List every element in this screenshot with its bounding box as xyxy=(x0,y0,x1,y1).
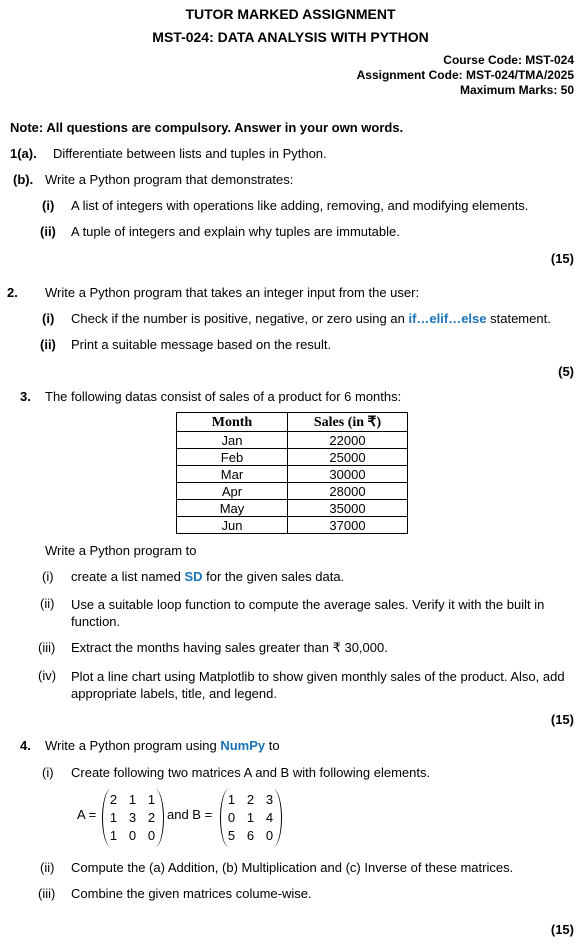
matrix-cell: 1 xyxy=(227,792,236,807)
matrix-cell: 2 xyxy=(109,792,118,807)
q2-ii-label: (ii) xyxy=(40,337,56,352)
matrix-cell: 0 xyxy=(227,810,236,825)
q3-i-keyword: SD xyxy=(184,569,203,584)
q1b-i-text: A list of integers with operations like adding, removing, and modifying elements. xyxy=(71,198,529,213)
table-header-sales: Sales (in ₹) xyxy=(288,413,408,432)
q4-marks: (15) xyxy=(550,922,574,937)
q2-i-text xyxy=(71,311,551,326)
matrix-b-label: and B = xyxy=(167,807,213,822)
q2-i-keyword: if…elif…else xyxy=(408,311,487,326)
q1-marks: (15) xyxy=(550,251,574,266)
table-row xyxy=(177,483,408,500)
matrix-cell: 1 xyxy=(109,810,118,825)
assignment-title: TUTOR MARKED ASSIGNMENT xyxy=(185,6,396,22)
q2-i-text-before: Check if the number is positive, negative, or zero using an xyxy=(71,311,409,326)
q3-intro: Write a Python program to xyxy=(45,543,197,558)
q2-i-text-after: statement. xyxy=(486,311,551,326)
table-cell-month: Jan xyxy=(177,432,288,449)
table-cell-sales: 28000 xyxy=(288,483,408,500)
matrix-cell: 1 xyxy=(109,828,118,843)
sales-table xyxy=(176,412,408,534)
course-title: MST-024: DATA ANALYSIS WITH PYTHON xyxy=(152,29,429,45)
matrix-cell: 3 xyxy=(128,810,137,825)
matrix-cell: 5 xyxy=(227,828,236,843)
q3-ii-label: (ii) xyxy=(40,596,55,611)
q3-text: The following datas consist of sales of a product for 6 months: xyxy=(45,389,402,404)
table-row xyxy=(177,432,408,449)
q4-i-text: Create following two matrices A and B with following elements. xyxy=(71,765,431,780)
matrix-cell: 0 xyxy=(128,828,137,843)
table-cell-sales: 25000 xyxy=(288,449,408,466)
q3-i-text-after: for the given sales data. xyxy=(202,569,345,584)
q4-ii-text: Compute the (a) Addition, (b) Multiplication and (c) Inverse of these matrices. xyxy=(71,860,514,875)
table-cell-month: May xyxy=(177,500,288,517)
table-row xyxy=(177,449,408,466)
q4-label: 4. xyxy=(20,738,31,753)
q3-i-text xyxy=(71,569,344,584)
q1b-label: (b). xyxy=(13,172,34,187)
note: Note: All questions are compulsory. Answer in your own words. xyxy=(10,120,404,135)
table-row xyxy=(177,500,408,517)
q3-iv-label: (iv) xyxy=(38,668,57,683)
table-cell-sales: 22000 xyxy=(288,432,408,449)
q3-marks: (15) xyxy=(550,712,574,727)
q4-keyword: NumPy xyxy=(220,738,266,753)
table-header-row xyxy=(177,413,408,432)
matrix-cell: 1 xyxy=(246,810,255,825)
q3-ii-text: Use a suitable loop function to compute the average sales. Verify it with the built in function. xyxy=(71,597,545,629)
course-code: Course Code: MST-024 xyxy=(443,53,574,67)
q3-label: 3. xyxy=(20,389,31,404)
table-cell-month: Jun xyxy=(177,517,288,534)
assignment-code: Assignment Code: MST-024/TMA/2025 xyxy=(356,68,574,82)
table-cell-sales: 37000 xyxy=(288,517,408,534)
q4-text-before: Write a Python program using xyxy=(45,738,221,753)
q3-iv-text: Plot a line chart using Matplotlib to show given monthly sales of the product. Also, add appropriate labels, title, and legend. xyxy=(71,669,565,701)
q1b-ii-text: A tuple of integers and explain why tuples are immutable. xyxy=(71,224,400,239)
table-cell-month: Feb xyxy=(177,449,288,466)
q4-text-after: to xyxy=(265,738,280,753)
q3-iii-label: (iii) xyxy=(38,640,56,655)
q4-text xyxy=(45,738,280,753)
q3-i-text-before: create a list named xyxy=(71,569,185,584)
table-header-month: Month xyxy=(177,413,288,432)
matrix-cell: 3 xyxy=(265,792,274,807)
matrix-cell: 2 xyxy=(147,810,156,825)
q1b-text: Write a Python program that demonstrates: xyxy=(45,172,294,187)
q2-i-label: (i) xyxy=(42,311,55,326)
q2-text: Write a Python program that takes an integer input from the user: xyxy=(45,285,420,300)
q4-ii-label: (ii) xyxy=(40,860,55,875)
q1a-text: Differentiate between lists and tuples in Python. xyxy=(53,146,327,161)
q2-marks: (5) xyxy=(558,364,574,379)
q2-label: 2. xyxy=(7,285,18,300)
q3-i-label: (i) xyxy=(42,569,54,584)
q3-iii-text: Extract the months having sales greater than ₹ 30,000. xyxy=(71,640,388,655)
table-cell-sales: 35000 xyxy=(288,500,408,517)
matrix-cell: 0 xyxy=(265,828,274,843)
q4-iii-label: (iii) xyxy=(38,886,56,901)
matrix-cell: 1 xyxy=(128,792,137,807)
q1b-i-label: (i) xyxy=(42,198,55,213)
table-cell-month: Apr xyxy=(177,483,288,500)
q1a-label: 1(a). xyxy=(10,146,37,161)
matrix-cell: 1 xyxy=(147,792,156,807)
table-row xyxy=(177,466,408,483)
q4-iii-text: Combine the given matrices colume-wise. xyxy=(71,886,312,901)
maximum-marks: Maximum Marks: 50 xyxy=(459,83,574,97)
matrix-cell: 0 xyxy=(147,828,156,843)
matrix-cell: 6 xyxy=(246,828,255,843)
matrix-cell: 4 xyxy=(265,810,274,825)
table-cell-month: Mar xyxy=(177,466,288,483)
matrix-a-label: A = xyxy=(77,807,97,822)
q1b-ii-label: (ii) xyxy=(40,224,56,239)
table-row xyxy=(177,517,408,534)
matrix-b xyxy=(220,789,282,847)
table-cell-sales: 30000 xyxy=(288,466,408,483)
matrix-cell: 2 xyxy=(246,792,255,807)
matrix-b-grid xyxy=(222,791,279,845)
q2-ii-text: Print a suitable message based on the result. xyxy=(71,337,332,352)
matrix-a-grid xyxy=(104,791,161,845)
matrix-a xyxy=(102,789,164,847)
q4-i-label: (i) xyxy=(42,765,54,780)
